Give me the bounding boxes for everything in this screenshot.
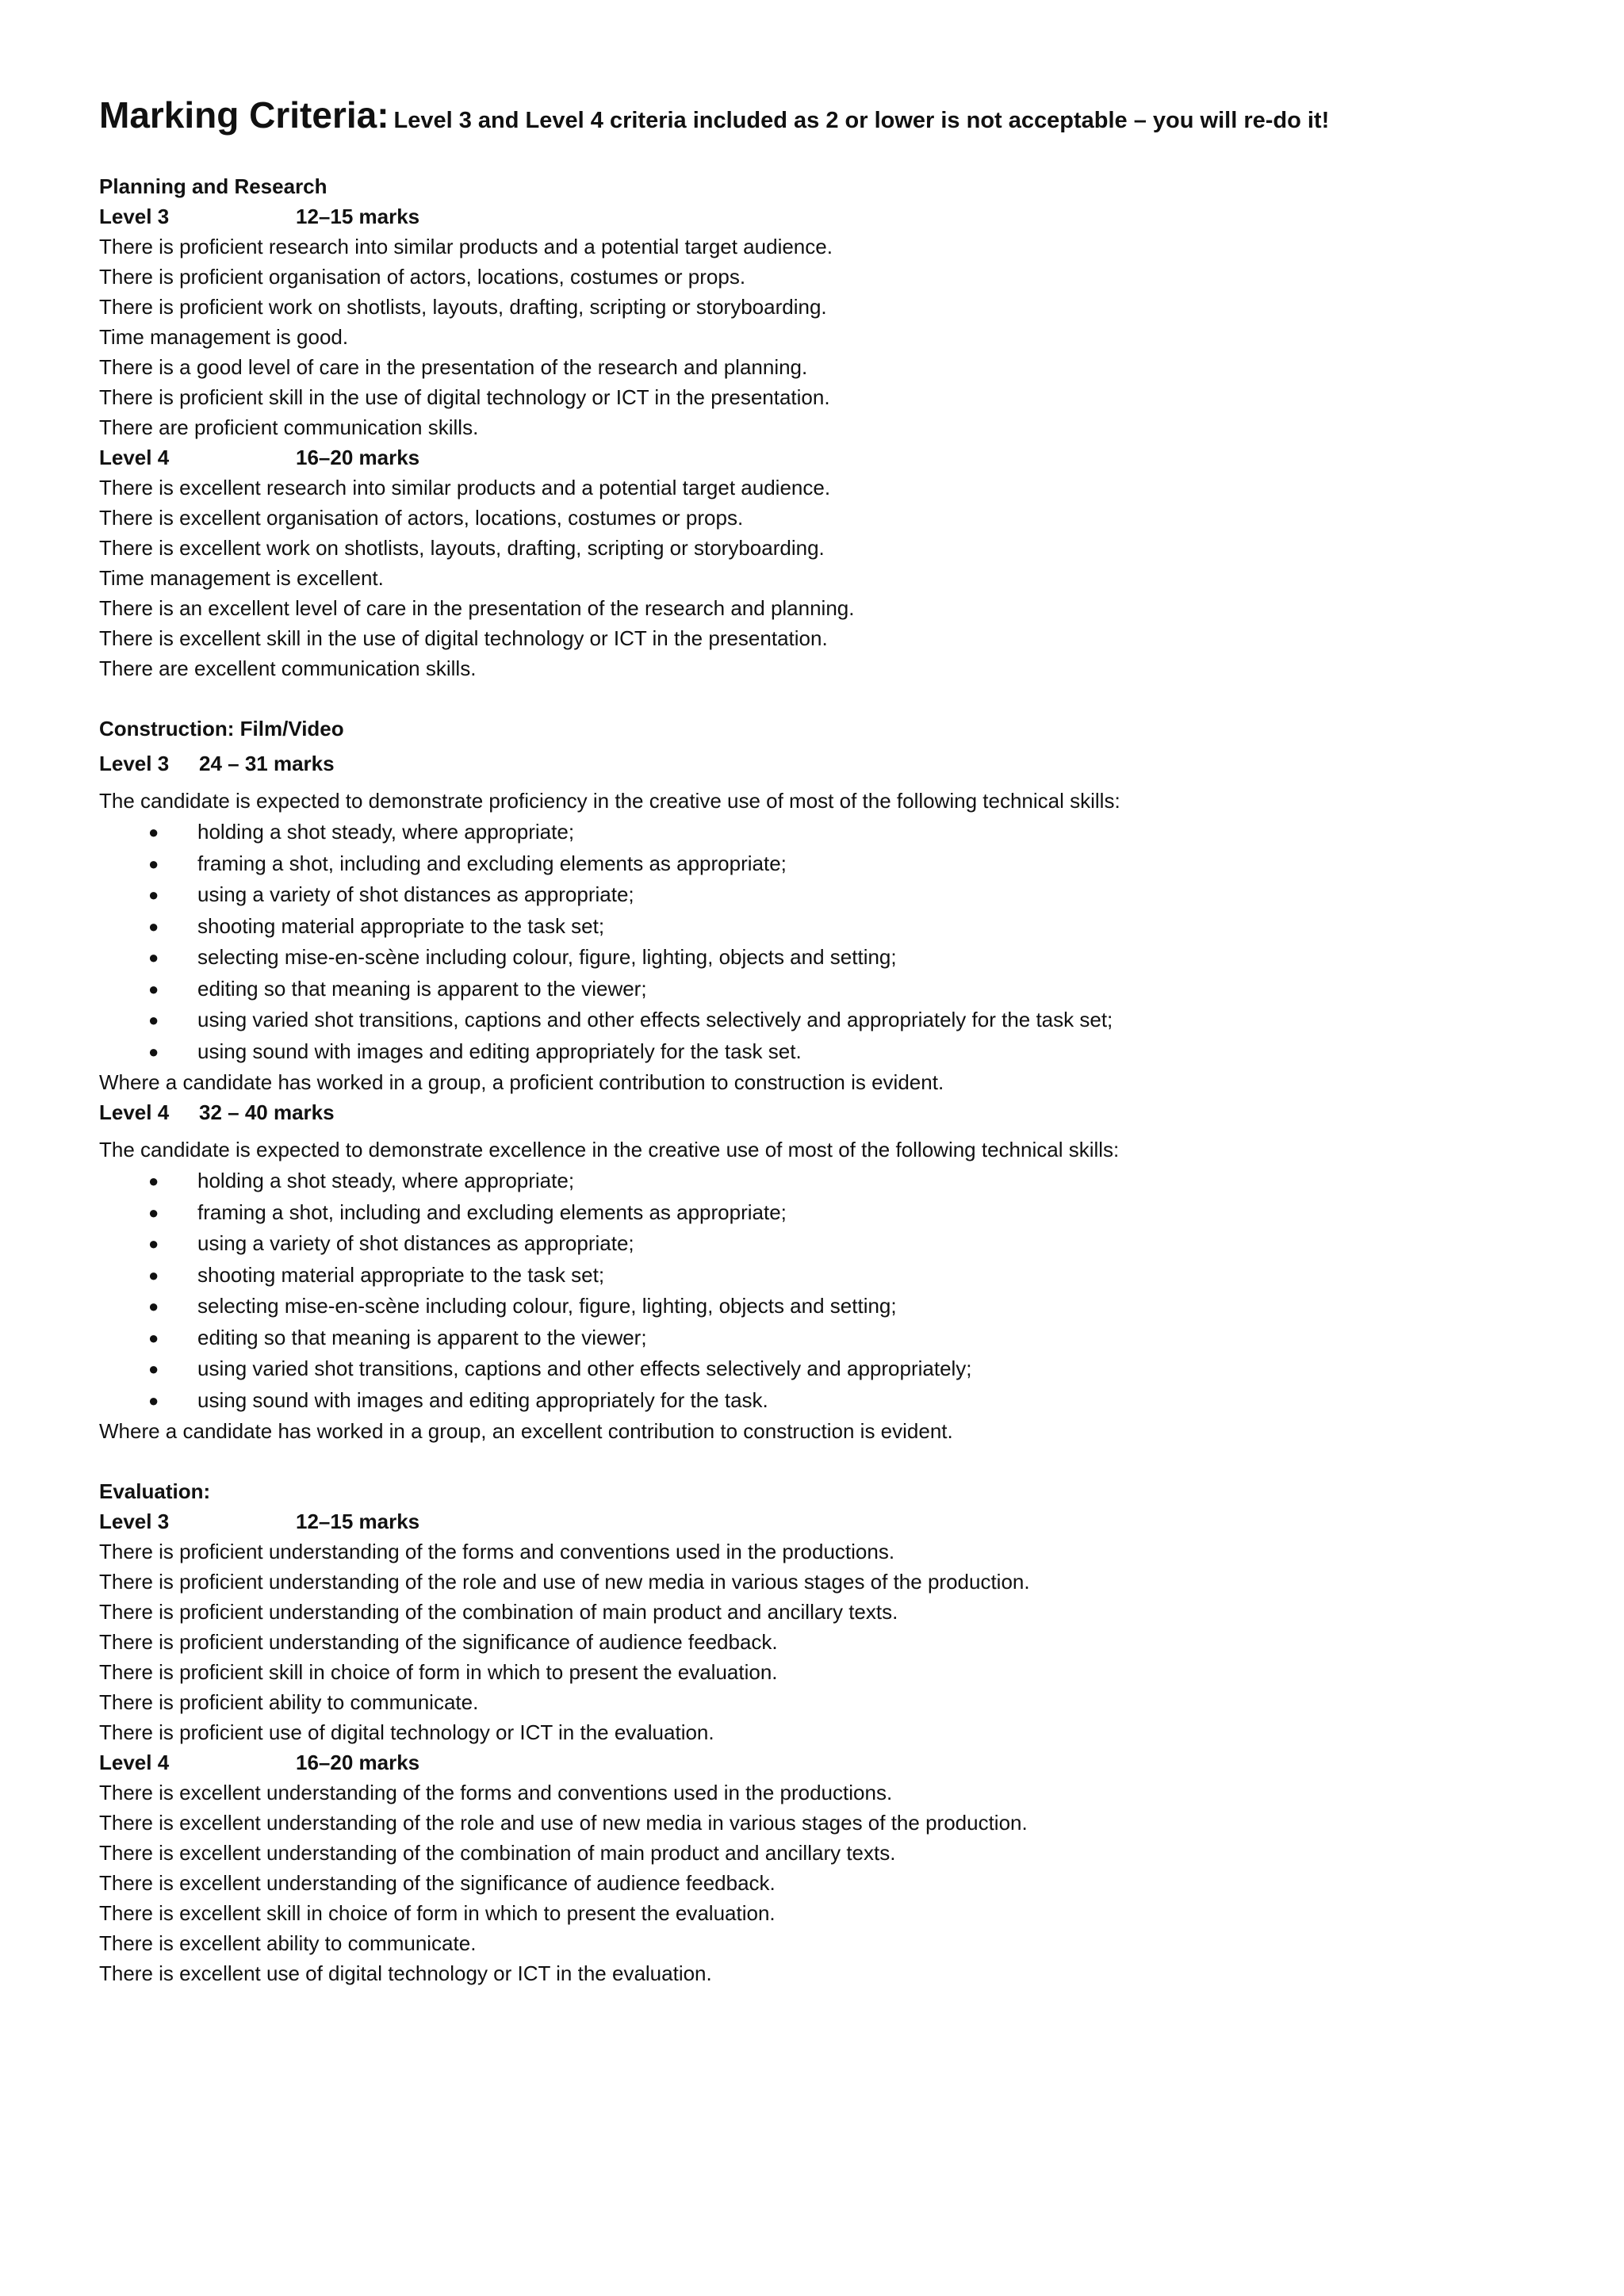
marks-range: 16–20 marks bbox=[296, 446, 420, 469]
construction-level4-skill-list bbox=[99, 1165, 1558, 1416]
marks-range: 12–15 marks bbox=[296, 1510, 420, 1533]
criterion-line: There are proficient communication skills. bbox=[99, 415, 479, 439]
criterion-line: There is a good level of care in the presentation of the research and planning. bbox=[99, 355, 808, 379]
planning-level3-criteria bbox=[99, 232, 1558, 442]
criterion-line: There is proficient understanding of the role and use of new media in various stages of the production. bbox=[99, 1570, 1030, 1594]
list-item bbox=[148, 848, 1558, 880]
criterion-line: There is proficient understanding of the combination of main product and ancillary texts. bbox=[99, 1600, 898, 1624]
criterion-line: There is excellent ability to communicate. bbox=[99, 1931, 477, 1955]
list-item-text: using a variety of shot distances as appropriate; bbox=[197, 882, 634, 906]
list-item bbox=[148, 1260, 1558, 1292]
bullet-icon: ● bbox=[148, 1359, 159, 1379]
bullet-icon: ● bbox=[148, 822, 159, 842]
list-item-text: editing so that meaning is apparent to the viewer; bbox=[197, 976, 647, 1001]
criterion-line: There is proficient ability to communicate. bbox=[99, 1690, 479, 1714]
section-spacer bbox=[99, 1446, 1558, 1476]
list-item bbox=[148, 879, 1558, 911]
bullet-icon: ● bbox=[148, 1041, 159, 1062]
list-item bbox=[148, 1291, 1558, 1322]
section-heading-evaluation: Evaluation: bbox=[99, 1479, 211, 1503]
list-item-text: holding a shot steady, where appropriate; bbox=[197, 820, 575, 844]
criterion-line: There is proficient organisation of actors, locations, costumes or props. bbox=[99, 265, 746, 289]
bullet-icon: ● bbox=[148, 947, 159, 967]
planning-level4-header bbox=[99, 442, 1558, 473]
criterion-line: There is an excellent level of care in the presentation of the research and planning. bbox=[99, 596, 855, 620]
list-item bbox=[148, 1322, 1558, 1354]
document-title bbox=[99, 94, 1558, 136]
list-item-text: framing a shot, including and excluding elements as appropriate; bbox=[197, 851, 787, 875]
bullet-icon: ● bbox=[148, 1171, 159, 1191]
bullet-icon: ● bbox=[148, 885, 159, 905]
level-label: Level 3 bbox=[99, 752, 170, 775]
criterion-line: There is proficient work on shotlists, layouts, drafting, scripting or storyboarding. bbox=[99, 295, 827, 319]
construction-section bbox=[99, 714, 1558, 1446]
level-label: Level 4 bbox=[99, 446, 170, 469]
criterion-line: Time management is excellent. bbox=[99, 566, 384, 590]
list-item-text: using varied shot transitions, captions and other effects selectively and appropriately for the task set; bbox=[197, 1008, 1113, 1031]
marks-range: 24 – 31 marks bbox=[199, 752, 335, 775]
list-item bbox=[148, 1385, 1558, 1417]
criterion-line: There is excellent research into similar products and a potential target audience. bbox=[99, 476, 831, 499]
list-item-text: using sound with images and editing appropriately for the task. bbox=[197, 1387, 768, 1412]
planning-section bbox=[99, 171, 1558, 683]
section-heading-construction: Construction: Film/Video bbox=[99, 717, 344, 740]
bullet-icon: ● bbox=[148, 1327, 159, 1348]
document-page bbox=[99, 94, 1558, 1988]
marks-range: 16–20 marks bbox=[296, 1751, 420, 1774]
list-item-text: using sound with images and editing appropriately for the task set. bbox=[197, 1039, 802, 1063]
criterion-line: There is proficient understanding of the significance of audience feedback. bbox=[99, 1630, 778, 1654]
list-item bbox=[148, 1004, 1558, 1036]
evaluation-level3-header bbox=[99, 1506, 1558, 1536]
bullet-icon: ● bbox=[148, 1202, 159, 1223]
criterion-line: There is proficient skill in choice of form in which to present the evaluation. bbox=[99, 1660, 778, 1684]
bullet-icon: ● bbox=[148, 916, 159, 936]
criterion-line: There is excellent skill in the use of digital technology or ICT in the presentation. bbox=[99, 626, 828, 650]
evaluation-level3-criteria bbox=[99, 1536, 1558, 1747]
list-item-text: shooting material appropriate to the task set; bbox=[197, 1262, 605, 1287]
evaluation-level4-criteria bbox=[99, 1777, 1558, 1988]
list-item-text: selecting mise-en-scène including colour, figure, lighting, objects and setting; bbox=[197, 945, 897, 969]
list-item bbox=[148, 1228, 1558, 1260]
construction-level4-closing: Where a candidate has worked in a group, an excellent contribution to construction is evident. bbox=[99, 1419, 953, 1443]
construction-level3-skill-list bbox=[99, 817, 1558, 1067]
criterion-line: There is excellent understanding of the forms and conventions used in the productions. bbox=[99, 1781, 893, 1804]
bullet-icon: ● bbox=[148, 853, 159, 874]
criterion-line: There is excellent skill in choice of form in which to present the evaluation. bbox=[99, 1901, 776, 1925]
list-item-text: using a variety of shot distances as appropriate; bbox=[197, 1231, 634, 1255]
list-item bbox=[148, 974, 1558, 1005]
construction-level4-header bbox=[99, 1097, 1558, 1127]
list-item bbox=[148, 942, 1558, 974]
list-item-text: using varied shot transitions, captions and other effects selectively and appropriately; bbox=[197, 1357, 972, 1380]
list-item bbox=[148, 1165, 1558, 1197]
list-item bbox=[148, 911, 1558, 943]
criterion-line: There are excellent communication skills. bbox=[99, 656, 477, 680]
marks-range: 32 – 40 marks bbox=[199, 1100, 335, 1124]
level-label: Level 3 bbox=[99, 205, 170, 228]
construction-level3-header bbox=[99, 748, 1558, 779]
criterion-line: There is excellent understanding of the role and use of new media in various stages of the production. bbox=[99, 1811, 1028, 1835]
criterion-line: There is excellent work on shotlists, layouts, drafting, scripting or storyboarding. bbox=[99, 536, 825, 560]
level-label: Level 3 bbox=[99, 1510, 170, 1533]
planning-level3-header bbox=[99, 201, 1558, 232]
planning-level4-criteria bbox=[99, 473, 1558, 683]
construction-level3-intro: The candidate is expected to demonstrate proficiency in the creative use of most of the following technical skills: bbox=[99, 789, 1120, 813]
bullet-icon: ● bbox=[148, 1296, 159, 1316]
criterion-line: There is excellent use of digital technology or ICT in the evaluation. bbox=[99, 1961, 712, 1985]
criterion-line: There is proficient use of digital technology or ICT in the evaluation. bbox=[99, 1720, 714, 1744]
criterion-line: There is proficient skill in the use of digital technology or ICT in the presentation. bbox=[99, 385, 830, 409]
list-item-text: shooting material appropriate to the task set; bbox=[197, 913, 605, 938]
marks-range: 12–15 marks bbox=[296, 205, 420, 228]
construction-level3-closing: Where a candidate has worked in a group, a proficient contribution to construction is evident. bbox=[99, 1070, 944, 1094]
evaluation-section bbox=[99, 1476, 1558, 1988]
construction-level4-intro: The candidate is expected to demonstrate excellence in the creative use of most of the following technical skills: bbox=[99, 1138, 1120, 1161]
title-subtitle: Level 3 and Level 4 criteria included as 2 or lower is not acceptable – you will re-do it! bbox=[393, 108, 1330, 133]
list-item bbox=[148, 1353, 1558, 1385]
bullet-icon: ● bbox=[148, 1234, 159, 1253]
bullet-icon: ● bbox=[148, 1265, 159, 1285]
list-item bbox=[148, 1197, 1558, 1229]
bullet-icon: ● bbox=[148, 1010, 159, 1030]
list-item-text: editing so that meaning is apparent to the viewer; bbox=[197, 1325, 647, 1349]
title-main: Marking Criteria: bbox=[99, 94, 389, 136]
bullet-icon: ● bbox=[148, 978, 159, 999]
criterion-line: There is excellent understanding of the significance of audience feedback. bbox=[99, 1871, 776, 1895]
list-item-text: selecting mise-en-scène including colour, figure, lighting, objects and setting; bbox=[197, 1294, 897, 1318]
criterion-line: There is excellent organisation of actors, locations, costumes or props. bbox=[99, 506, 744, 530]
section-heading-planning: Planning and Research bbox=[99, 174, 327, 198]
list-item bbox=[148, 1036, 1558, 1068]
list-item-text: holding a shot steady, where appropriate; bbox=[197, 1169, 575, 1192]
level-label: Level 4 bbox=[99, 1100, 170, 1124]
evaluation-level4-header bbox=[99, 1747, 1558, 1777]
criterion-line: There is excellent understanding of the combination of main product and ancillary texts. bbox=[99, 1841, 896, 1865]
criterion-line: Time management is good. bbox=[99, 325, 349, 349]
criterion-line: There is proficient research into similar products and a potential target audience. bbox=[99, 235, 833, 258]
list-item bbox=[148, 817, 1558, 848]
criterion-line: There is proficient understanding of the forms and conventions used in the productions. bbox=[99, 1540, 895, 1563]
level-label: Level 4 bbox=[99, 1751, 170, 1774]
list-item-text: framing a shot, including and excluding elements as appropriate; bbox=[197, 1200, 787, 1224]
section-spacer bbox=[99, 683, 1558, 714]
bullet-icon: ● bbox=[148, 1390, 159, 1410]
